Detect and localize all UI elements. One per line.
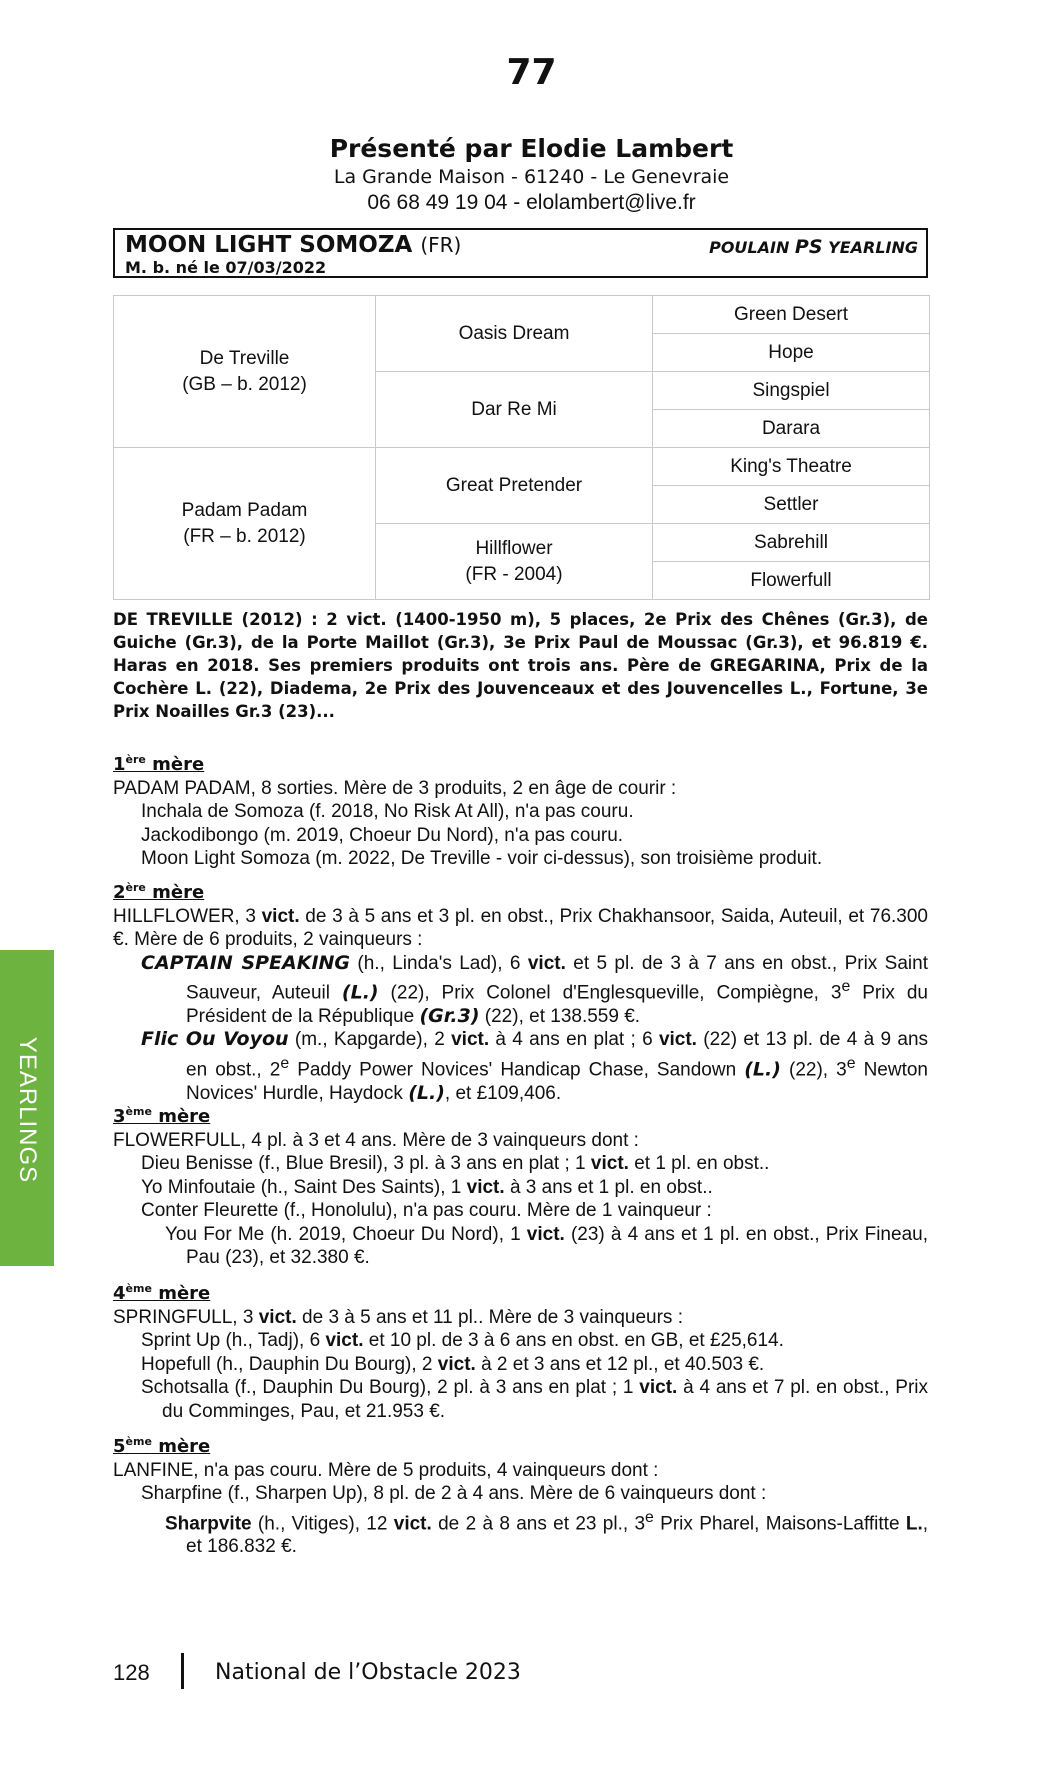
- pedigree-dam-sire: Great Pretender: [376, 448, 653, 524]
- list-item: Conter Fleurette (f., Honolulu), n'a pas couru. Mère de 1 vainqueur :: [141, 1200, 712, 1221]
- list-item: Schotsalla (f., Dauphin Du Bourg), 2 pl. à 3 ans en plat ; 1 vict. à 4 ans et 7 pl. en obst., Prix du Comminges, Pau, et 21.953 €.: [141, 1377, 928, 1422]
- pedigree-gen3-6: Settler: [653, 486, 930, 524]
- pedigree-gen3-1: Green Desert: [653, 296, 930, 334]
- presenter-title: Présenté par Elodie Lambert: [329, 134, 734, 163]
- list-item: Moon Light Somoza (m. 2022, De Treville - voir ci-dessus), son troisième produit.: [141, 848, 823, 869]
- pedigree-sire-sire: Oasis Dream: [376, 296, 653, 372]
- list-item: Flic Ou Voyou (m., Kapgarde), 2 vict. à 4 ans en plat ; 6 vict. (22) et 13 pl. de 4 à 9 ans en obst., 2e Paddy Power Novices' Handicap Chase, Sandown (L.) (22), 3e Newton Novices' Hurdle, Haydock (L.), et £109,406.: [141, 1028, 929, 1104]
- section-1st-dam: [113, 748, 928, 871]
- list-item: Yo Minfoutaie (h., Saint Des Saints), 1 vict. à 3 ans et 1 pl. en obst..: [141, 1176, 713, 1198]
- lot-number: 77: [506, 52, 557, 93]
- horse-type-ps: PS: [794, 236, 823, 258]
- pedigree-gen3-2: Hope: [653, 334, 930, 372]
- horse-origin: (FR): [420, 233, 462, 257]
- section-2nd-dam: [113, 876, 928, 1105]
- pedigree-sire-dam: Dar Re Mi: [376, 372, 653, 448]
- section-heading: 4ème mère: [113, 1282, 211, 1304]
- dam-dam-detail: (FR - 2004): [465, 563, 563, 585]
- sire-summary: DE TREVILLE (2012) : 2 vict. (1400-1950 m), 5 places, 2e Prix des Chênes (Gr.3), de Guiche (Gr.3), de la Porte Maillot (Gr.3), 3e Prix Paul de Moussac (Gr.3), et 96.819 €. Haras en 2018. Ses premiers produits ont trois ans. Père de GREGARINA, Prix de la Cochère L. (22), Diadema, 2e Prix des Jouvenceaux et des Jouvencelles L., Fortune, 3e Prix Noailles Gr.3 (23)...: [113, 610, 928, 721]
- sire-name: De Treville: [199, 347, 290, 369]
- dam-intro: PADAM PADAM, 8 sorties. Mère de 3 produits, 2 en âge de courir :: [113, 777, 677, 799]
- horse-header-box: [113, 228, 928, 278]
- publication-title: National de l’Obstacle 2023: [215, 1660, 521, 1685]
- dam-intro: SPRINGFULL, 3 vict. de 3 à 5 ans et 11 pl.. Mère de 3 vainqueurs :: [113, 1306, 683, 1328]
- section-heading: 5ème mère: [113, 1435, 211, 1457]
- list-item: Dieu Benisse (f., Blue Bresil), 3 pl. à 3 ans en plat ; 1 vict. et 1 pl. en obst..: [141, 1153, 770, 1174]
- pedigree-dam-dam: [376, 524, 653, 600]
- pedigree-gen3-3: Singspiel: [653, 372, 930, 410]
- section-3rd-dam: [113, 1100, 928, 1270]
- horse-type: [709, 236, 918, 258]
- list-item: Sprint Up (h., Tadj), 6 vict. et 10 pl. de 3 à 6 ans en obst. en GB, et £25,614.: [141, 1330, 784, 1351]
- horse-subtitle: M. b. né le 07/03/2022: [125, 258, 327, 277]
- side-tab-label: YEARLINGS: [14, 1036, 41, 1184]
- sire-detail: (GB – b. 2012): [182, 373, 307, 395]
- list-item: Jackodibongo (m. 2019, Choeur Du Nord), n'a pas couru.: [141, 824, 624, 846]
- dam-name: Padam Padam: [181, 499, 308, 521]
- dam-detail: (FR – b. 2012): [183, 525, 306, 547]
- pedigree-dam: [114, 448, 376, 600]
- list-item: Inchala de Somoza (f. 2018, No Risk At All), n'a pas couru.: [141, 801, 634, 822]
- dam-intro: HILLFLOWER, 3 vict. de 3 à 5 ans et 3 pl. en obst., Prix Chakhansoor, Saida, Auteuil, et 76.300 €. Mère de 6 produits, 2 vainqueurs :: [113, 905, 928, 950]
- list-item: Sharpfine (f., Sharpen Up), 8 pl. de 2 à 4 ans. Mère de 6 vainqueurs dont :: [141, 1483, 767, 1504]
- section-5th-dam: [113, 1430, 928, 1559]
- list-item: Sharpvite (h., Vitiges), 12 vict. de 2 à 8 ans et 23 pl., 3e Prix Pharel, Maisons-Laffitte L., et 186.832 €.: [165, 1508, 929, 1558]
- dam-intro: LANFINE, n'a pas couru. Mère de 5 produits, 4 vainqueurs dont :: [113, 1459, 659, 1481]
- presenter-contact: 06 68 49 19 04 - elolambert@live.fr: [367, 191, 696, 214]
- horse-type-prefix: POULAIN: [709, 238, 790, 257]
- horse-name: MOON LIGHT SOMOZA: [125, 232, 413, 258]
- pedigree-table: [113, 295, 930, 600]
- dam-intro: FLOWERFULL, 4 pl. à 3 et 4 ans. Mère de 3 vainqueurs dont :: [113, 1129, 639, 1151]
- list-item: Hopefull (h., Dauphin Du Bourg), 2 vict. à 2 et 3 ans et 12 pl., et 40.503 €.: [141, 1353, 765, 1375]
- horse-type-suffix: YEARLING: [828, 238, 918, 257]
- footer-divider: [181, 1653, 184, 1689]
- section-heading: 1ère mère: [113, 753, 205, 775]
- pedigree-gen3-4: Darara: [653, 410, 930, 448]
- list-item: CAPTAIN SPEAKING (h., Linda's Lad), 6 vict. et 5 pl. de 3 à 7 ans en obst., Prix Saint Sauveur, Auteuil (L.) (22), Prix Colonel d'Englesqueville, Compiègne, 3e Prix du Président de la République (Gr.3) (22), et 138.559 €.: [141, 951, 928, 1027]
- section-heading: 2ère mère: [113, 881, 205, 903]
- pedigree-gen3-7: Sabrehill: [653, 524, 930, 562]
- section-side-tab: [0, 950, 54, 1266]
- section-heading: 3ème mère: [113, 1105, 211, 1127]
- pedigree-sire: [114, 296, 376, 448]
- list-item: You For Me (h. 2019, Choeur Du Nord), 1 vict. (23) à 4 ans et 1 pl. en obst., Prix Fineau, Pau (23), et 32.380 €.: [165, 1223, 928, 1268]
- pedigree-gen3-8: Flowerfull: [653, 562, 930, 600]
- page-number: 128: [113, 1660, 150, 1685]
- pedigree-gen3-5: King's Theatre: [653, 448, 930, 486]
- horse-name-line: [125, 232, 461, 258]
- presenter-address: La Grande Maison - 61240 - Le Genevraie: [333, 166, 730, 188]
- section-4th-dam: [113, 1277, 928, 1423]
- dam-dam-name: Hillflower: [475, 537, 553, 559]
